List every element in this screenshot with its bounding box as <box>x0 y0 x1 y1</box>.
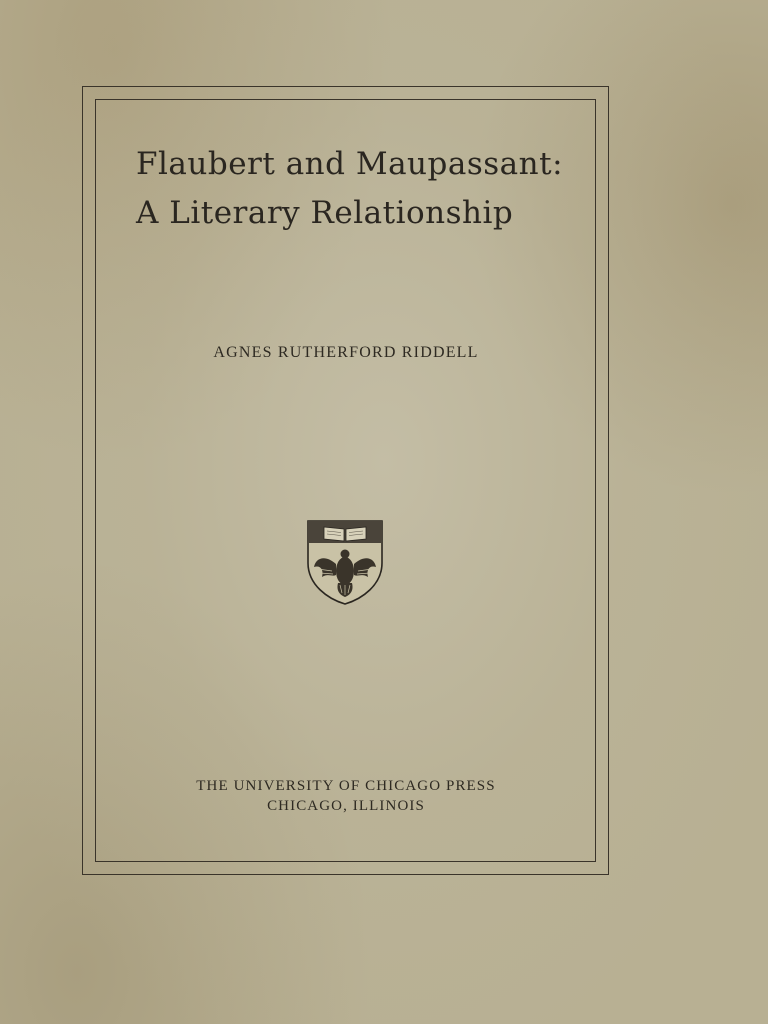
title-line-1: Flaubert and Maupassant: <box>136 146 564 182</box>
publisher-imprint <box>96 776 596 816</box>
university-crest-icon <box>306 519 384 605</box>
book-title <box>136 140 576 238</box>
title-line-2: A Literary Relationship <box>136 195 514 231</box>
publisher-name: THE UNIVERSITY OF CHICAGO PRESS <box>196 778 496 794</box>
author-name: AGNES RUTHERFORD RIDDELL <box>213 344 479 361</box>
publisher-location: CHICAGO, ILLINOIS <box>267 798 425 814</box>
